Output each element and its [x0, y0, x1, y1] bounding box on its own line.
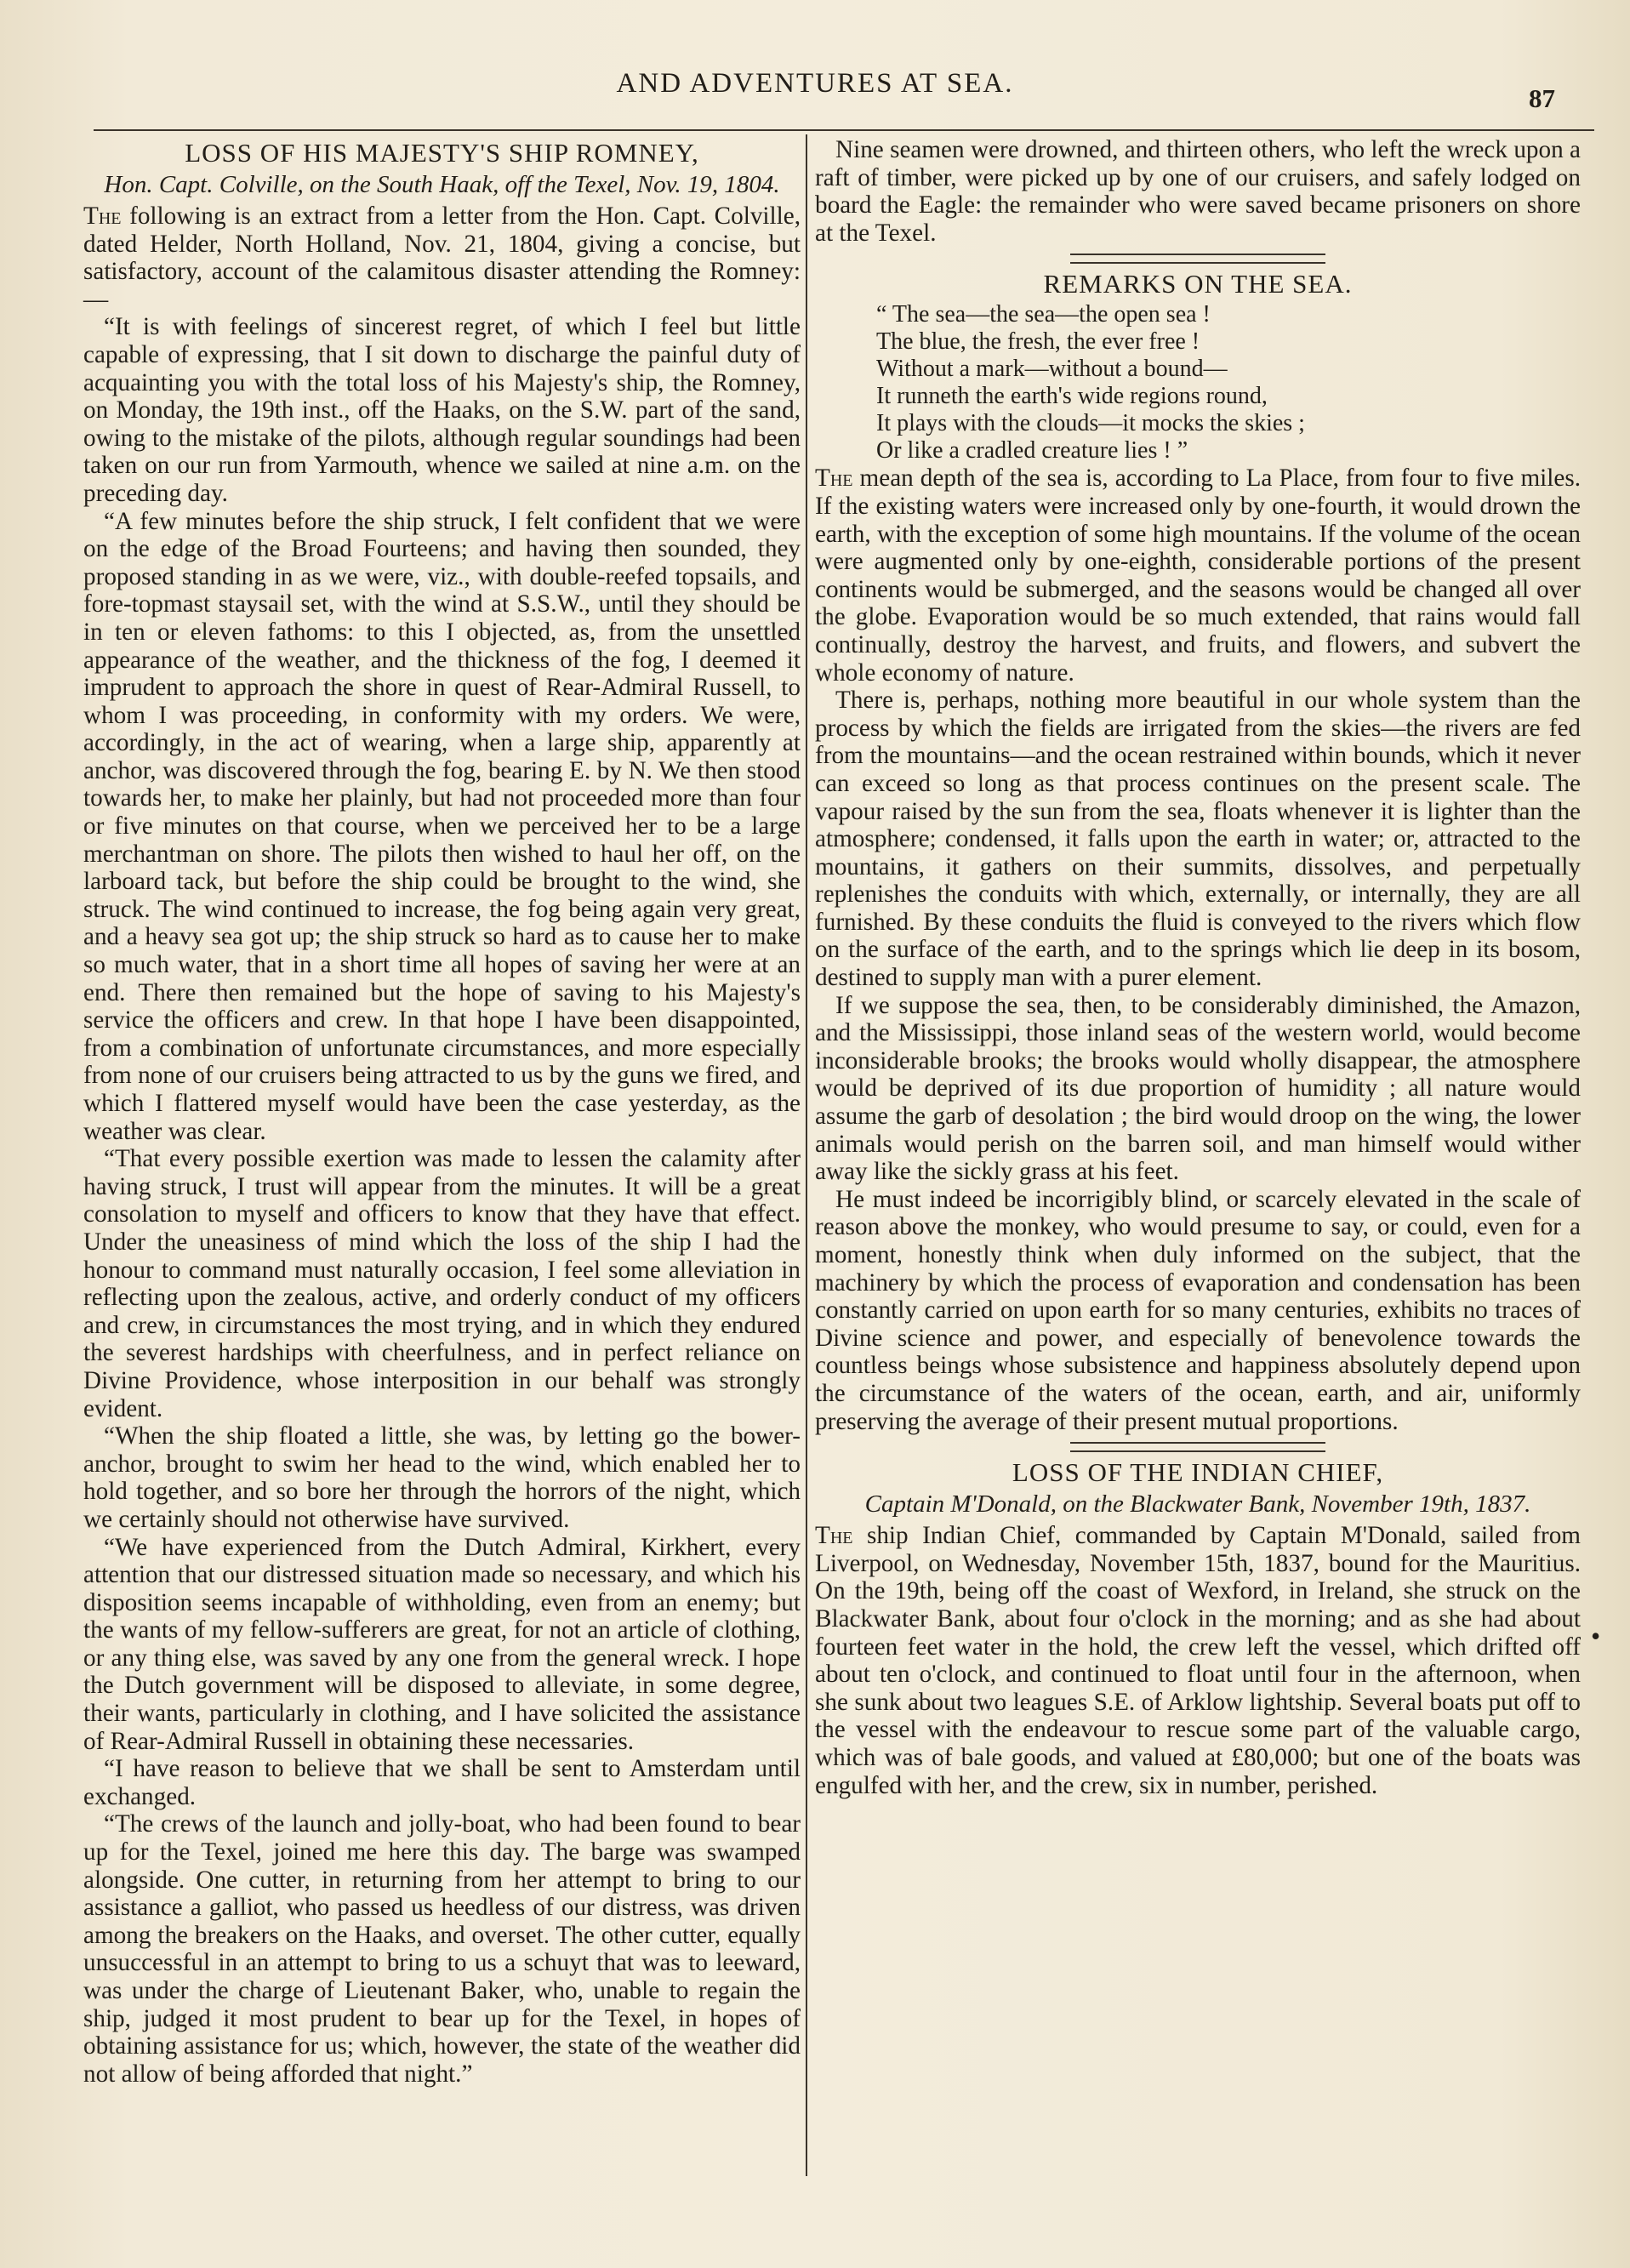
romney-p1-text: following is an extract from a letter from the Hon. Capt. Colville, dated Helder, North Holland, Nov. 21, 1804, giving a concise, but satisfactory, account of the calamitous disaster attending the Romney:—	[83, 202, 801, 313]
romney-dateline: Hon. Capt. Colville, on the South Haak, off the Texel, Nov. 19, 1804.	[104, 171, 780, 198]
indian-chief-p1-text: ship Indian Chief, commanded by Captain M'Donald, sailed from Liverpool, on Wednesday, November 15th, 1837, bound for the Mauritius. On the 19th, being off the coast of Wexford, in Ireland, she struck on the Blackwater Bank, about four o'clock in the morning; and as she had about fourteen feet water in the hold, the crew left the vessel, which drifted off about ten o'clock, and continued to float until four in the afternoon, when she sunk about two leagues S.E. of Arklow lightship. Several boats put off to the vessel with the endeavour to rescue some part of the valuable cargo, which was of bale goods, and valued at £80,000; but one of the boats was engulfed with her, and the crew, six in number, perished.	[815, 1522, 1582, 1799]
romney-paragraph-2: “It is with feelings of sincerest regret, of which I feel but little capable of expressing, that I sit down to discharge the painful duty of acquainting you with the total loss of his Majesty's ship, the Romney, on Monday, the 19th inst., off the Haaks, on the S.W. part of the sand, owing to the mistake of the pilots, although regular soundings had been taken on our run from Yarmouth, whence we sailed at nine a.m. on the preceding day.	[83, 313, 801, 507]
sea-paragraph-2: There is, perhaps, nothing more beautiful in our whole system than the process by which the fields are irrigated from the skies—the rivers are fed from the mountains—and the ocean restrained within bounds, which it never can exceed so long as that process continues on the present scale. The vapour raised by the sun from the sea, floats whenever it is lighter than the atmosphere; condensed, it falls upon the earth in water; or, attracted to the mountains, it gathers on their summits, dissolves, and perpetually replenishes the conduits with which, externally, or internally, they are all furnished. By these conduits the fluid is conveyed to the rivers which flow on the surface of the earth, and to the springs which lie deep in its bosom, destined to supply man with a purer element.	[815, 687, 1581, 992]
sea-p1-text: mean depth of the sea is, according to La Place, from four to five miles. If the existing waters were increased only by one-fourth, it would drown the earth, with the exception of some high mountains. If the volume of the ocean were augmented only by one-eighth, considerable portions of the present continents would be submerged, and the seasons would be changed all over the globe. Evaporation would be so much extended, that rains would fall continually, destroy the harvest, and fruits, and flowers, and subvert the whole economy of nature.	[815, 464, 1581, 687]
page-number: 87	[1529, 83, 1555, 113]
sea-poem	[876, 301, 1581, 464]
poem-line: It runneth the earth's wide regions round,	[876, 383, 1268, 410]
left-column	[83, 136, 801, 2088]
poem-line: The blue, the fresh, the ever free !	[876, 328, 1200, 356]
poem-line: Without a mark—without a bound—	[876, 356, 1228, 383]
poem-line: Or like a cradled creature lies ! ”	[876, 437, 1188, 464]
section-rule	[1070, 254, 1325, 264]
sea-paragraph-3: If we suppose the sea, then, to be considerably diminished, the Amazon, and the Mississippi, those inland seas of the western world, would become inconsiderable brooks; the brooks would wholly disappear, the atmosphere would be deprived of its due proportion of humidity ; all nature would assume the garb of desolation ; the bird would droop on the wing, the lower animals would perish on the barren soil, and man himself would wither away like the sickly grass at his feet.	[815, 991, 1581, 1186]
indian-chief-title: LOSS OF THE INDIAN CHIEF,	[1012, 1457, 1384, 1488]
sea-paragraph-1	[815, 464, 1581, 687]
indian-chief-dateline: Captain M'Donald, on the Blackwater Bank, November 19th, 1837.	[864, 1490, 1531, 1519]
right-column	[815, 136, 1581, 1799]
indian-chief-lead-word: The	[815, 1522, 853, 1550]
sea-paragraph-4: He must indeed be incorrigibly blind, or scarcely elevated in the scale of reason above the monkey, who would presume to say, or could, even for a moment, honestly think when duly informed on the subject, that the machinery by which the process of evaporation and condensation has been constantly carried on upon earth for so many centuries, exhibits no traces of Divine science and power, and especially of benevolence towards the countless beings whose subsistence and happiness absolutely depend upon the circumstance of the waters of the ocean, earth, and air, uniformly preserving the average of their present mutual proportions.	[815, 1185, 1581, 1435]
romney-paragraph-6: “We have experienced from the Dutch Admiral, Kirkhert, every attention that our distressed situation made so necessary, and which his disposition seems incapable of withholding, even from an enemy; but the wants of my fellow-sufferers are great, for not an article of clothing, or any thing else, was saved by any one from the general wreck. I hope the Dutch government will be disposed to alleviate, in some degree, their wants, particularly in clothing, and I have solicited the assistance of Rear-Admiral Russell in obtaining these necessaries.	[83, 1533, 801, 1755]
romney-paragraph-8: “The crews of the launch and jolly-boat, who had been found to bear up for the Texel, joined me here this day. The barge was swamped alongside. One cutter, in returning from her attempt to bring to our assistance a galliot, who passed us heedless of our distress, was driven among the breakers on the Haaks, and overset. The other cutter, equally unsuccessful in an attempt to bring to us a schuyt that was to leeward, was under the charge of Lieutenant Baker, who, unable to regain the ship, judged it most prudent to bear up for the Texel, in hopes of obtaining assistance for us; which, however, the state of the weather did not allow of being afforded that night.”	[83, 1810, 801, 2088]
poem-line: It plays with the clouds—it mocks the skies ;	[876, 410, 1305, 437]
indian-chief-paragraph-1	[815, 1522, 1581, 1799]
poem-line: “ The sea—the sea—the open sea !	[876, 301, 1211, 328]
romney-paragraph-7: “I have reason to believe that we shall be sent to Amsterdam until exchanged.	[83, 1755, 801, 1810]
romney-title: LOSS OF HIS MAJESTY'S SHIP ROMNEY,	[185, 138, 699, 168]
column-divider	[806, 134, 807, 2176]
ink-blot-icon: •	[1591, 1621, 1601, 1651]
romney-paragraph-1	[83, 202, 801, 313]
sea-title: REMARKS ON THE SEA.	[1043, 269, 1353, 299]
sea-lead-word: The	[815, 464, 853, 493]
running-head: AND ADVENTURES AT SEA.	[616, 68, 1014, 99]
romney-paragraph-4: “That every possible exertion was made to lessen the calamity after having struck, I trust will appear from the minutes. It will be a great consolation to myself and officers to know that they have that effect. Under the uneasiness of mind which the loss of the ship I had the honour to command must naturally occasion, I feel some alleviation in reflecting upon the zealous, active, and orderly conduct of my officers and crew, in circumstances the most trying, and in which they endured the severest hardships with cheerfulness, and in perfect reliance on Divine Providence, whose interposition in our behalf was strongly evident.	[83, 1145, 801, 1422]
section-rule	[1070, 1442, 1325, 1452]
romney-lead-word: The	[83, 202, 122, 230]
romney-paragraph-5: “When the ship floated a little, she was, by letting go the bower-anchor, brought to swim her head to the wind, which enabled her to hold together, and so bore her through the horrors of the night, which we certainly should not otherwise have survived.	[83, 1422, 801, 1533]
romney-paragraph-3: “A few minutes before the ship struck, I felt confident that we were on the edge of the Broad Fourteens; and having then sounded, they proposed standing in as we were, viz., with double-reefed topsails, and fore-topmast staysail set, with the wind at S.S.W., until they should be in ten or eleven fathoms: to this I objected, as, from the unsettled appearance of the weather, and the thickness of the fog, I deemed it imprudent to approach the shore in quest of Rear-Admiral Russell, to whom I was proceeding, in conformity with my orders. We were, accordingly, in the act of wearing, when a large ship, apparently at anchor, was discovered through the fog, bearing E. by N. We then stood towards her, to make her plainly, but had not proceeded more than four or five minutes on that course, when we perceived her to be a large merchantman on shore. The pilots then wished to haul her off, on the larboard tack, but before the ship could be brought to the wind, she struck. The wind continued to increase, the fog being again very great, and a heavy sea got up; the ship struck so hard as to cause her to make so much water, that in a short time all hopes of saving her were at an end. There then remained but the hope of saving to his Majesty's service the officers and crew. In that hope I have been disappointed, from a combination of unfortunate circumstances, and more especially from none of our cruisers being attracted to us by the guns we fired, and which I flattered myself would have been the case yesterday, as the weather was clear.	[83, 507, 801, 1145]
romney-paragraph-9: Nine seamen were drowned, and thirteen others, who left the wreck upon a raft of timber, were picked up by one of our cruisers, and safely lodged on board the Eagle: the remainder who were saved became prisoners on shore at the Texel.	[815, 136, 1581, 247]
header-rule	[94, 129, 1594, 131]
